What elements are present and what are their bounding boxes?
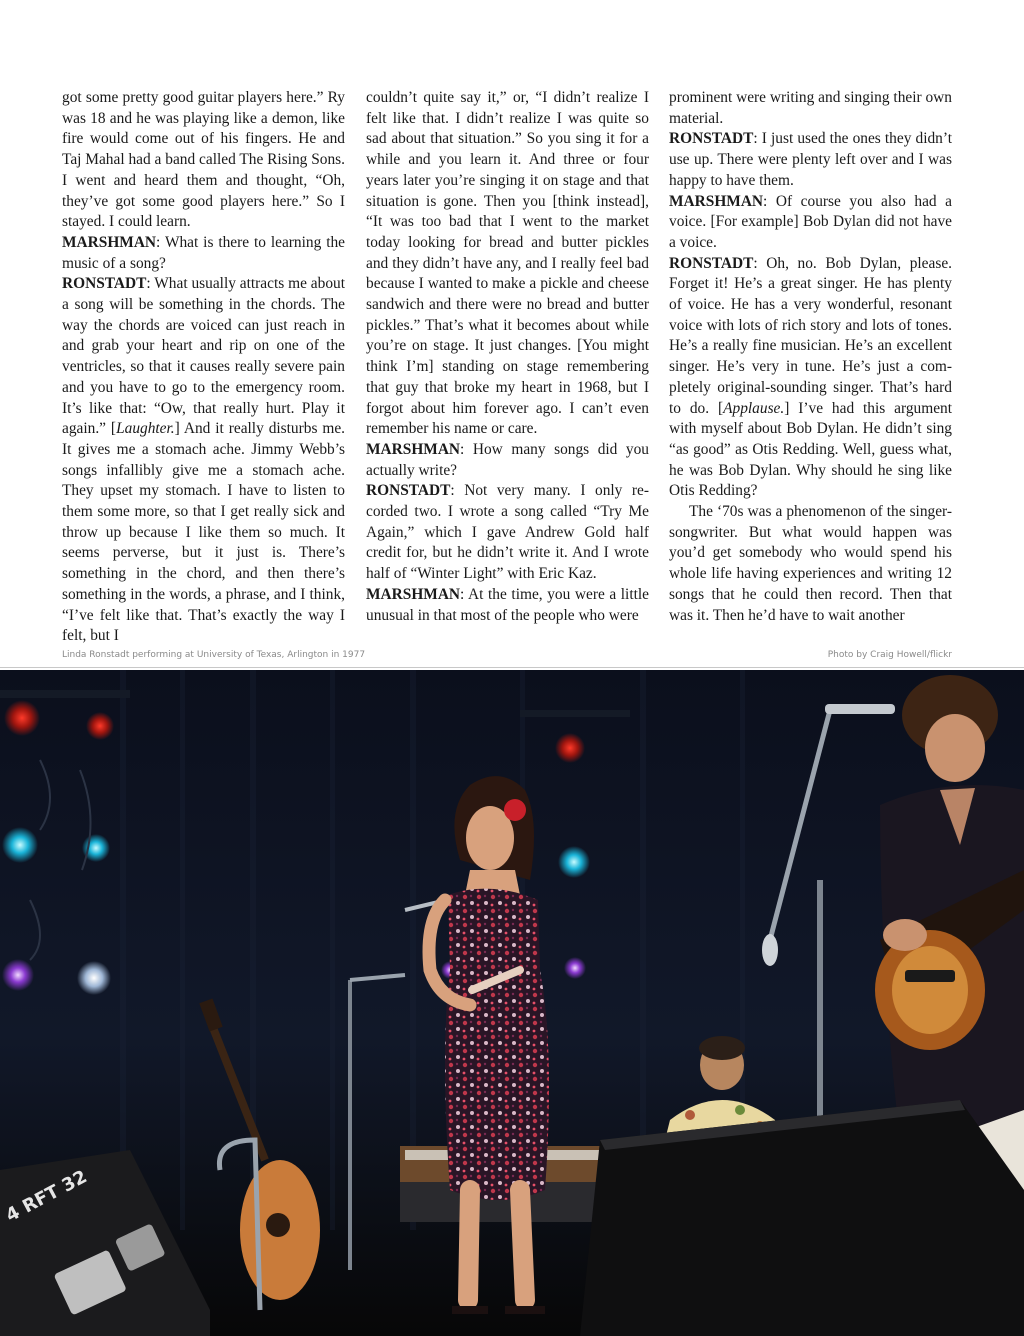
amp-stencil: 4 RFT 32 [2,1166,91,1227]
speaker-name: RONSTADT [669,130,754,148]
paragraph-text: : What is there to learning the music of a song? [62,233,345,272]
speaker-name: MARSHMAN [669,192,764,210]
article-body [62,88,954,645]
paragraph [62,274,345,647]
speaker-name: RONSTADT [669,254,754,272]
photo-caption: Linda Ronstadt performing at University of Texas, Arlington in 1977 [62,650,366,660]
divider [0,667,1024,668]
paragraph [366,481,649,585]
paragraph-text: prominent were writing and singing their own material. [669,89,952,127]
concert-photo [0,670,1024,1336]
speaker-name: RONSTADT [62,275,147,293]
paragraph [62,88,345,233]
paragraph-text: The ‘70s was a phenomenon of the singer-songwriter. But what would happen was you’d get somebody who would spend his whole life having experiences and writing 12 songs that he could then record. Then that was it. Then he’d have to wait another [669,503,952,624]
paragraph-text: : Not very many. I only recorded two. I wrote a song called “Try Me Again,” which I gave Andrew Gold half credit for, but he didn’t write it. And I wrote half of “Winter Light” with Eric Kaz. [366,482,649,583]
paragraph-text: ] And it really disturbs me. It gives me a stomach ache. Jimmy Webb’s songs infallibly give me a stomach ache. They upset my stomach. I have to listen to them some more, so that I get really sick and throw up because I like them so much. It seems perverse, but it just is. There’s something in the chord, and then there’s something in the words, a phrase, and I think, “I’ve felt like that. That’s exactly the way I felt, but I [62,420,346,645]
paragraph-text: : What usually attracts me about a song will be something in the chords. The way the chords are voiced can just reach in and grab your heart and rip on one of the ventricles, so that it causes really severe pain and you have to go to the emergency room. It’s like that: “Ow, that really hurt. Play it again.” [ [62,275,345,438]
paragraph-text: couldn’t quite say it,” or, “I didn’t realize I felt like that. I didn’t realize I was quite so sad about that situation.” So you sing it for a while and you learn it. And three or four years later you’re singing it on stage and that situation is gone. Then you [think instead], “It was too bad that I went to the market today looking for bread and butter pickles and they didn’t have any, and I really feel bad because I wanted to make a pickle and cheese sandwich and there were no bread and butter pickles.” That’s what it becomes about while you’re on stage. It just changes. [You might think I’m] standing on stage remembering that guy that broke my heart in 1968, but I forgot about him forever ago. I can’t even remember his name or care. [366,89,649,438]
speaker-name: MARSHMAN [366,440,461,458]
paragraph-text: ] I’ve had this argument with myself about Bob Dylan. He didn’t sing “as good” as Otis Redding. Well, guess what, he was Bob Dylan. Why should he sing like Otis Redding? [669,399,952,500]
article-column-1 [62,88,345,647]
paragraph-text: : Oh, no. Bob Dylan, please. Forget it! He’s a great singer. He has plenty of voice. He has a very wonderful, resonant voice with lots of rich story and lots of tones. He’s a really fine musician. He’s an excellent singer. He’s very in tune. He’s just a completely original-sounding singer. That’s hard to do. [ [669,254,952,417]
paragraph-text: : I just used the ones they didn’t use up. There were plenty left over and I was happy to have them. [669,130,952,189]
article-column-2 [366,88,649,626]
photo-caption-row [62,650,952,666]
paragraph [669,502,952,626]
paragraph [366,440,649,481]
paragraph [669,192,952,254]
photo-credit: Photo by Craig Howell/flickr [827,650,952,660]
article-column-3 [669,88,952,626]
paragraph [669,88,952,129]
speaker-name: RONSTADT [366,482,451,500]
stage-direction: Applause. [723,399,785,417]
paragraph-text: got some pretty good guitar players here.” Ry was 18 and he was playing like a demon, like fire would come out of his fingers. He and Taj Mahal had a band called The Rising Sons. I went and heard them and thought, “Oh, they’ve got some good players here.” So I stayed. I could learn. [62,89,345,231]
paragraph [366,88,649,440]
speaker-name: MARSHMAN [62,233,157,251]
paragraph [366,585,649,626]
concert-photo-illustration [0,670,1024,1336]
paragraph [669,129,952,191]
paragraph-text: : How many songs did you actually write? [366,440,649,479]
stage-direction: Laughter. [116,420,175,438]
paragraph [669,254,952,502]
paragraph-text: : Of course you also had a voice. [For example] Bob Dylan did not have a voice. [669,192,952,251]
speaker-name: MARSHMAN [366,585,461,603]
paragraph-text: : At the time, you were a little unusual in that most of the people who were [366,585,649,624]
paragraph [62,233,345,274]
